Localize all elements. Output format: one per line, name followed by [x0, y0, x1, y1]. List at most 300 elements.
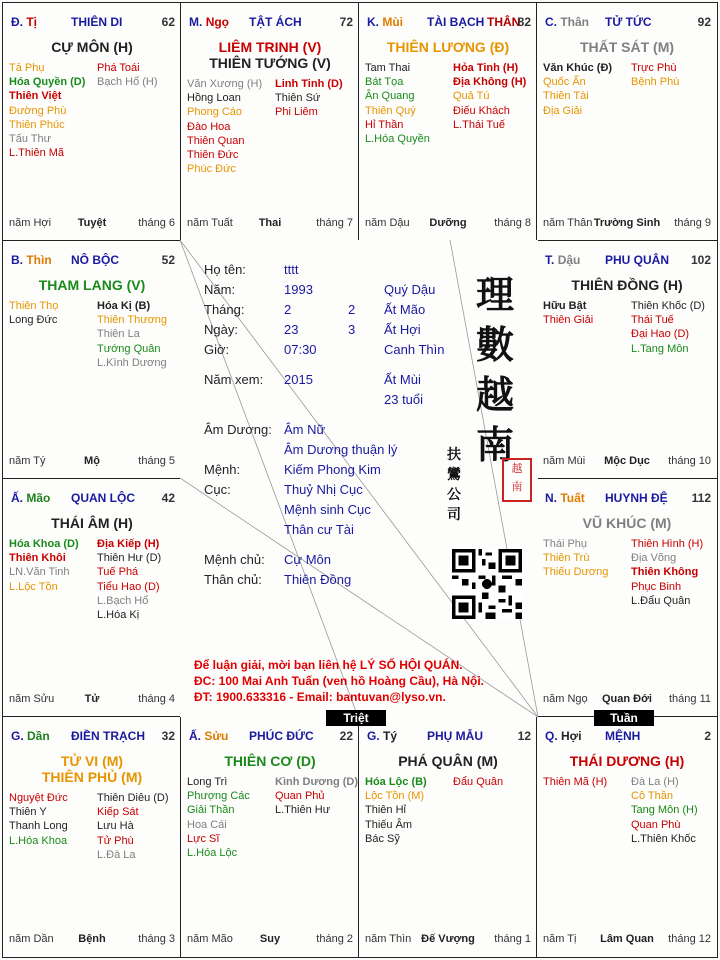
palace-footer [9, 455, 175, 469]
minor-star: L.Thiên Hư [275, 804, 331, 817]
palace-name: TÀI BẠCH [427, 15, 485, 29]
contact-line-2: ĐC: 100 Mai Anh Tuấn (ven hồ Hoàng Cầu), Hà Nội. [194, 674, 485, 688]
left-star-list [9, 537, 79, 594]
minor-star: L.Thiên Mã [9, 147, 65, 160]
palace-month: tháng 10 [668, 455, 711, 467]
calligraphy-subtitle: 扶 鸞 公 司 [447, 447, 461, 523]
palace-name: TẬT ÁCH [249, 15, 302, 29]
palace-month: tháng 3 [138, 933, 175, 945]
minor-star: Địa Giải [543, 104, 583, 117]
palace-year: năm Hợi [9, 217, 52, 229]
palace-name: THIÊN DI [71, 15, 123, 29]
minor-star: Thiên Đức [187, 149, 239, 162]
tuan-marker: Tuần [594, 710, 654, 726]
minor-star: Thiên Trù [543, 552, 590, 565]
minor-star: Tuế Phá [97, 566, 139, 579]
palace-cell[interactable] [2, 240, 182, 480]
minor-star: Bát Tọa [365, 76, 404, 89]
palace-name: TỬ TỨC [605, 15, 652, 29]
palace-phase: Quan Đới [602, 693, 652, 705]
minor-star: Hóa Quyền (D) [9, 76, 86, 89]
minor-star: Thiên Hình (H) [631, 538, 704, 550]
palace-can-chi [367, 729, 397, 743]
palace-header [189, 15, 353, 31]
palace-age-number: 12 [517, 729, 531, 743]
qr-code[interactable] [452, 549, 522, 619]
minor-star: Thiên Quý [365, 104, 416, 117]
palace-chi: Sửu [204, 729, 229, 743]
palace-chi: Thân [560, 15, 590, 29]
main-star: PHÁ QUÂN (M) [398, 753, 498, 769]
palace-name: MỆNH [605, 729, 641, 743]
palace-month: tháng 12 [668, 933, 711, 945]
palace-cell[interactable] [536, 240, 718, 480]
minor-star: Hóa Kị (B) [97, 300, 151, 312]
minor-star: L.Lộc Tồn [9, 580, 58, 593]
minor-star: Thiên Thọ [9, 300, 59, 312]
palace-can-chi [189, 729, 228, 743]
minor-star: Tướng Quân [97, 342, 161, 355]
left-star-list [543, 61, 612, 118]
palace-phase: Bệnh [78, 933, 106, 945]
palace-can-chi [11, 491, 50, 505]
palace-can: C. [545, 15, 557, 29]
palace-name: PHỤ MẪU [427, 729, 483, 743]
minor-star: Giải Thần [187, 804, 235, 817]
minor-star: Văn Xương (H) [187, 78, 263, 90]
minor-star: Địa Kiếp (H) [97, 538, 160, 550]
minor-star: L.Bạch Hổ [97, 594, 149, 607]
palace-name: NÔ BỘC [71, 253, 119, 267]
main-star: THÁI DƯƠNG (H) [569, 753, 685, 769]
palace-age-number: 82 [517, 15, 531, 29]
minor-star: Hóa Khoa (D) [9, 538, 79, 550]
palace-year: năm Tị [543, 933, 577, 945]
minor-star: Cô Thần [631, 790, 673, 803]
calligraphy-title [470, 270, 520, 470]
palace-name: PHU QUÂN [605, 253, 670, 267]
minor-star: L.Đà La [97, 848, 136, 861]
palace-year: năm Dần [9, 933, 54, 945]
minor-star: Hóa Lộc (B) [365, 776, 427, 788]
minor-star: Tiểu Hao (D) [97, 580, 160, 593]
palace-age-number: 32 [161, 729, 175, 743]
palace-can: Ấ. [189, 729, 201, 743]
palace-can: Ấ. [11, 491, 23, 505]
am-duong-label: Âm Dương: [204, 422, 272, 437]
day-value: 23 [284, 322, 299, 337]
palace-can-chi [545, 491, 585, 505]
right-star-list [453, 775, 503, 789]
palace-month: tháng 8 [494, 217, 531, 229]
right-star-list [97, 791, 169, 862]
palace-cell[interactable] [2, 716, 182, 958]
main-star: THẤT SÁT (M) [579, 39, 675, 55]
minor-star: Long Đức [9, 314, 58, 327]
palace-month: tháng 6 [138, 217, 175, 229]
main-star: TỬ VI (M) [60, 753, 124, 769]
palace-year: năm Tý [9, 455, 46, 467]
palace-year: năm Mão [187, 933, 233, 945]
minor-star: Bạch Hổ (H) [97, 76, 158, 89]
right-star-list [97, 299, 167, 370]
hour-canchi: Canh Thìn [384, 342, 445, 357]
palace-chi: Thìn [26, 253, 52, 267]
palace-footer [543, 933, 711, 947]
cuc-note-1: Mệnh sinh Cục [284, 502, 371, 517]
palace-can: G. [11, 729, 24, 743]
main-star: LIÊM TRINH (V) [218, 39, 322, 55]
minor-star: Tả Phụ [9, 62, 45, 74]
minor-star: Đại Hao (D) [631, 328, 690, 341]
minor-star: Lực Sĩ [187, 832, 220, 845]
palace-age-number: 112 [691, 491, 711, 505]
minor-star: Quốc Ấn [543, 76, 586, 89]
palace-header [545, 729, 711, 745]
palace-chi: Tý [383, 729, 398, 743]
palace-phase: Mộ [84, 455, 100, 467]
palace-month: tháng 7 [316, 217, 353, 229]
palace-can: N. [545, 491, 557, 505]
palace-can-chi [11, 253, 52, 267]
minor-star: Địa Võng [631, 552, 677, 565]
palace-cell[interactable] [536, 2, 718, 242]
palace-can-chi [545, 729, 582, 743]
palace-can: M. [189, 15, 203, 29]
minor-star: Thanh Long [9, 820, 68, 833]
right-star-list [97, 537, 161, 622]
palace-month: tháng 4 [138, 693, 175, 705]
right-star-list [631, 61, 679, 89]
minor-star: Nguyệt Đức [9, 792, 68, 804]
palace-can: K. [367, 15, 379, 29]
right-star-list [275, 775, 358, 818]
calligraphy-char-4: 南 [475, 422, 514, 467]
menh-label: Mệnh: [204, 462, 241, 477]
left-star-list [9, 791, 68, 848]
palace-age-number: 2 [704, 729, 711, 743]
left-star-list [543, 537, 608, 580]
minor-star: Thiên Giải [543, 314, 594, 327]
hour-label: Giờ: [204, 342, 230, 357]
than-marker: THÂN [487, 15, 521, 29]
minor-star: Thiên Sứ [275, 92, 321, 105]
minor-star: LN.Văn Tinh [9, 566, 70, 579]
calligraphy-char-1: 理 [475, 272, 514, 317]
main-star: VŨ KHÚC (M) [582, 515, 672, 531]
main-star: CỰ MÔN (H) [51, 39, 133, 55]
month-canchi: Ất Mão [384, 302, 426, 317]
right-star-list [275, 77, 343, 120]
palace-age-number: 72 [339, 15, 353, 29]
minor-star: Hồng Loan [187, 92, 241, 105]
palace-chi: Hợi [561, 729, 582, 743]
palace-year: năm Sửu [9, 693, 55, 705]
palace-header [11, 729, 175, 745]
right-star-list [631, 299, 705, 356]
minor-star: L.Hóa Lộc [187, 847, 238, 860]
minor-star: Phá Toái [97, 62, 140, 74]
palace-footer [9, 693, 175, 707]
left-star-list [543, 299, 593, 327]
month-label: Tháng: [204, 302, 245, 317]
minor-star: L.Thái Tuế [453, 118, 505, 131]
right-star-list [97, 61, 158, 89]
calligraphy-char-2: 數 [475, 322, 514, 367]
minor-star: Văn Khúc (Đ) [543, 62, 613, 74]
left-star-list [187, 775, 250, 860]
main-star: THIÊN CƠ (D) [224, 753, 316, 769]
palace-can-chi [189, 15, 229, 29]
year-label: Năm: [204, 282, 236, 297]
palace-name: PHÚC ĐỨC [249, 729, 314, 743]
red-seal-stamp: 越 南 [502, 458, 532, 502]
palace-header [11, 491, 175, 507]
year-canchi: Quý Dậu [384, 282, 436, 297]
main-star: THÁI ÂM (H) [51, 515, 133, 531]
cuc-note-2: Thân cư Tài [284, 522, 354, 537]
day-label: Ngày: [204, 322, 238, 337]
minor-star: Địa Không (H) [453, 76, 527, 89]
month-value: 2 [284, 302, 292, 317]
palace-age-number: 22 [339, 729, 353, 743]
minor-star: Thiên Không [631, 566, 699, 579]
minor-star: Đà La (H) [631, 776, 679, 788]
name-value: tttt [284, 262, 299, 277]
palace-name: HUYNH ĐỆ [605, 491, 668, 505]
palace-year: năm Dậu [365, 217, 410, 229]
palace-phase: Suy [259, 933, 281, 945]
minor-star: Lưu Hà [97, 820, 134, 833]
minor-star: Thiên Khốc (D) [631, 300, 705, 312]
minor-star: Thiếu Dương [543, 566, 609, 579]
minor-star: Hữu Bật [543, 300, 587, 312]
palace-age-number: 102 [690, 253, 711, 267]
palace-year: năm Mùi [543, 455, 586, 467]
palace-cell[interactable] [358, 2, 538, 242]
palace-header [367, 15, 531, 31]
main-star: THIÊN TƯỚNG (V) [209, 55, 331, 71]
menh-value: Kiếm Phong Kim [284, 462, 381, 477]
palace-name: ĐIỀN TRẠCH [71, 729, 145, 743]
minor-star: Thái Phụ [543, 538, 588, 550]
palace-can-chi [367, 15, 403, 29]
triet-marker: Triệt [326, 710, 386, 726]
palace-age-number: 62 [161, 15, 175, 29]
palace-header [11, 15, 175, 31]
palace-header [189, 729, 353, 745]
minor-star: Ân Quang [365, 90, 415, 103]
palace-can-chi [11, 15, 37, 29]
hour-value: 07:30 [284, 342, 317, 357]
contact-line-3: ĐT: 1900.633316 - Email: bantuvan@lyso.vn. [194, 690, 446, 704]
palace-cell[interactable] [2, 2, 182, 242]
palace-phase: Dưỡng [429, 217, 467, 229]
palace-month: tháng 1 [494, 933, 531, 945]
right-star-list [453, 61, 526, 132]
minor-star: Thiếu Âm [365, 818, 413, 831]
palace-can: T. [545, 253, 555, 267]
minor-star: Phi Liêm [275, 106, 318, 119]
minor-star: L.Thiên Khốc [631, 832, 696, 845]
palace-phase: Tuyệt [77, 217, 107, 229]
palace-cell[interactable] [180, 2, 360, 242]
palace-header [545, 253, 711, 269]
palace-can-chi [11, 729, 50, 743]
palace-footer [543, 455, 711, 469]
palace-year: năm Thân [543, 217, 593, 229]
cuc-value: Thuỷ Nhị Cục [284, 482, 363, 497]
minor-star: Thiên Khôi [9, 552, 66, 565]
minor-star: Đường Phù [9, 104, 67, 117]
palace-age-number: 42 [161, 491, 175, 505]
palace-footer [9, 217, 175, 231]
palace-footer [365, 933, 531, 947]
right-star-list [631, 775, 698, 846]
palace-chi: Dậu [557, 253, 581, 267]
palace-phase: Đế Vượng [421, 933, 475, 945]
main-star: THIÊN LƯƠNG (Đ) [386, 39, 510, 55]
left-star-list [9, 299, 58, 327]
palace-month: tháng 5 [138, 455, 175, 467]
palace-cell[interactable] [536, 716, 718, 958]
minor-star: Thiên Hư (D) [97, 552, 162, 565]
palace-can: Q. [545, 729, 558, 743]
palace-can: G. [367, 729, 380, 743]
month-lunar: 2 [348, 302, 356, 317]
minor-star: Đào Hoa [187, 120, 231, 133]
minor-star: Tử Phù [97, 834, 134, 847]
minor-star: Bệnh Phù [631, 76, 680, 89]
palace-phase: Trường Sinh [593, 217, 661, 229]
main-star: THIÊN PHỦ (M) [41, 769, 143, 785]
palace-cell[interactable] [2, 478, 182, 718]
minor-star: L.Hóa Quyền [365, 133, 430, 146]
palace-month: tháng 2 [316, 933, 353, 945]
minor-star: Tấu Thư [9, 133, 52, 146]
year-value: 1993 [284, 282, 313, 297]
calligraphy-char-3: 越 [475, 372, 514, 417]
palace-phase: Lâm Quan [600, 933, 654, 945]
palace-header [545, 491, 711, 507]
view-year-label: Năm xem: [204, 372, 264, 387]
palace-can-chi [545, 253, 580, 267]
minor-star: Thiên Thương [97, 314, 168, 327]
contact-line-1: Để luận giải, mời bạn liên hệ LÝ SỐ HỘI QUÁN. [194, 658, 463, 672]
minor-star: L.Kình Dương [97, 356, 167, 369]
minor-star: Tam Thai [365, 62, 411, 74]
main-star: THAM LANG (V) [38, 277, 146, 293]
minor-star: Thiên Diêu (D) [97, 792, 169, 804]
minor-star: Điếu Khách [453, 104, 510, 117]
minor-star: Đẩu Quân [453, 776, 504, 788]
view-year-canchi: Ất Mùi [384, 372, 421, 387]
minor-star: Tang Môn (H) [631, 804, 698, 817]
minor-star: Thiên La [97, 328, 140, 341]
minor-star: Long Trì [187, 776, 228, 788]
palace-chi: Mão [26, 491, 51, 505]
minor-star: Trực Phù [631, 62, 677, 74]
palace-age-number: 92 [697, 15, 711, 29]
minor-star: Thiên Y [9, 806, 47, 819]
than-chu-value: Thiên Đồng [284, 572, 352, 587]
minor-star: Thiên Hỉ [365, 804, 406, 817]
minor-star: Hoa Cái [187, 818, 227, 831]
minor-star: Thiên Mã (H) [543, 776, 608, 788]
palace-cell[interactable] [180, 716, 360, 958]
palace-footer [187, 217, 353, 231]
left-star-list [9, 61, 85, 160]
right-star-list [631, 537, 703, 608]
menh-chu-value: Cự Môn [284, 552, 331, 567]
palace-chi: Dần [27, 729, 50, 743]
name-label: Họ tên: [204, 262, 246, 277]
palace-phase: Mộc Dục [604, 455, 650, 467]
palace-phase: Tử [84, 693, 100, 705]
minor-star: Phục Binh [631, 580, 682, 593]
minor-star: Hỏa Tinh (H) [453, 62, 519, 74]
palace-can: B. [11, 253, 23, 267]
age: 23 tuổi [384, 392, 424, 407]
left-star-list [187, 77, 262, 176]
view-year-value: 2015 [284, 372, 313, 387]
minor-star: Hỉ Thần [365, 118, 404, 131]
palace-footer [543, 217, 711, 231]
minor-star: Bác Sỹ [365, 832, 400, 845]
palace-footer [365, 217, 531, 231]
day-canchi: Ất Hợi [384, 322, 421, 337]
minor-star: Phượng Các [187, 790, 250, 803]
palace-footer [187, 933, 353, 947]
center-info-panel [180, 240, 538, 717]
palace-cell[interactable] [358, 716, 538, 958]
palace-header [545, 15, 711, 31]
palace-name: QUAN LỘC [71, 491, 135, 505]
minor-star: Linh Tinh (D) [275, 78, 343, 90]
palace-month: tháng 11 [668, 693, 711, 705]
palace-can: Đ. [11, 15, 23, 29]
minor-star: L.Tang Môn [631, 342, 689, 355]
palace-month: tháng 9 [674, 217, 711, 229]
palace-chi: Tuất [560, 491, 585, 505]
palace-cell[interactable] [536, 478, 718, 718]
minor-star: L.Đẩu Quân [631, 594, 691, 607]
day-lunar: 3 [348, 322, 356, 337]
minor-star: Phúc Đức [187, 163, 236, 176]
main-star: THIÊN ĐỒNG (H) [571, 277, 683, 293]
palace-phase: Thai [258, 217, 282, 229]
palace-can-chi [545, 15, 589, 29]
left-star-list [365, 775, 427, 846]
minor-star: Thiên Tài [543, 90, 589, 103]
am-duong-note: Âm Dương thuận lý [284, 442, 398, 457]
am-duong-value: Âm Nữ [284, 422, 326, 437]
minor-star: Quả Tú [453, 90, 490, 103]
minor-star: Quan Phù [631, 818, 681, 831]
palace-year: năm Ngọ [543, 693, 588, 705]
minor-star: Kình Dương (D) [275, 776, 358, 788]
menh-chu-label: Mệnh chủ: [204, 552, 265, 567]
palace-age-number: 52 [161, 253, 175, 267]
minor-star: Thái Tuế [631, 314, 674, 327]
minor-star: Thiên Phúc [9, 118, 65, 131]
palace-footer [543, 693, 711, 707]
than-chu-label: Thân chủ: [204, 572, 262, 587]
minor-star: L.Hóa Kị [97, 609, 140, 622]
palace-chi: Ngọ [205, 15, 230, 29]
palace-chi: Mùi [382, 15, 404, 29]
minor-star: Phong Cáo [187, 106, 243, 119]
